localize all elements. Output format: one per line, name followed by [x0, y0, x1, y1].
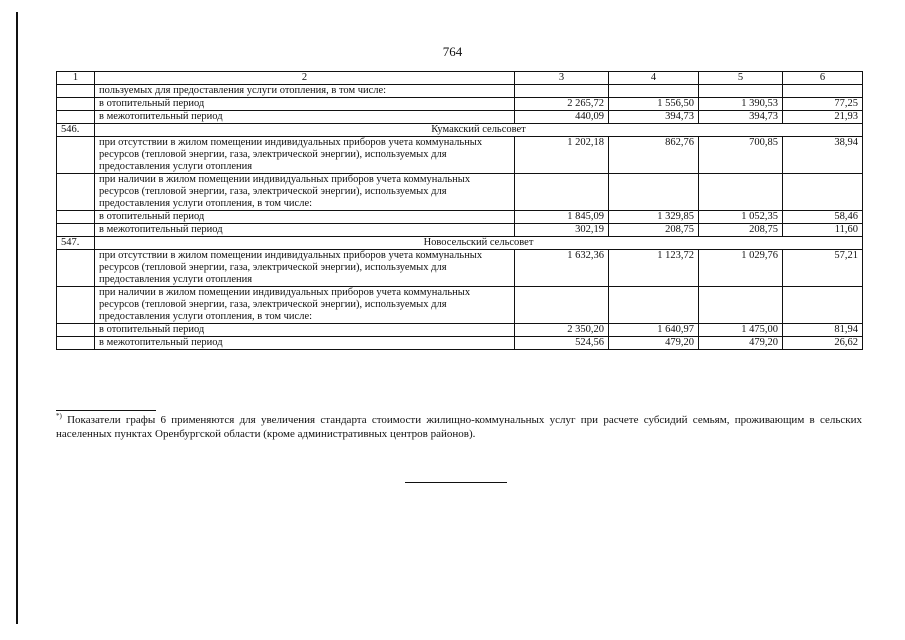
row-number	[57, 250, 95, 287]
table-row	[57, 224, 863, 237]
table-row	[57, 98, 863, 111]
header-cell: 6	[783, 72, 863, 85]
value-cell: 862,76	[609, 137, 699, 174]
row-description: при отсутствии в жилом помещении индивидуальных приборов учета коммунальных ресурсов (тепловой энергии, газа, электрической энергии), используемых для предоставления услуги отопления	[95, 250, 515, 287]
value-cell: 1 329,85	[609, 211, 699, 224]
value-cell: 1 123,72	[609, 250, 699, 287]
value-cell	[609, 287, 699, 324]
value-cell: 57,21	[783, 250, 863, 287]
value-cell: 1 845,09	[515, 211, 609, 224]
value-cell: 58,46	[783, 211, 863, 224]
value-cell: 1 202,18	[515, 137, 609, 174]
value-cell: 208,75	[609, 224, 699, 237]
page-number: 764	[442, 44, 463, 59]
row-description: в межотопительный период	[95, 111, 515, 124]
table-row	[57, 250, 863, 287]
footnote-marker: *)	[56, 412, 62, 420]
value-cell	[515, 85, 609, 98]
value-cell: 1 556,50	[609, 98, 699, 111]
header-cell: 5	[699, 72, 783, 85]
table-row	[57, 137, 863, 174]
row-number	[57, 324, 95, 337]
row-description: в межотопительный период	[95, 224, 515, 237]
row-description: при наличии в жилом помещении индивидуальных приборов учета коммунальных ресурсов (тепловой энергии, газа, электрической энергии), используемых для предоставления услуги отопления, в том числе:	[95, 287, 515, 324]
value-cell: 208,75	[699, 224, 783, 237]
row-number	[57, 337, 95, 350]
footnote-text: Показатели графы 6 применяются для увеличения стандарта стоимости жилищно-коммунальных услуг при расчете субсидий семьям, проживающим в сельских населенных пунктах Оренбургской области (кроме административных центров районов).	[56, 414, 863, 440]
row-description: в отопительный период	[95, 324, 515, 337]
value-cell	[699, 174, 783, 211]
row-number: 547.	[57, 237, 95, 250]
value-cell: 77,25	[783, 98, 863, 111]
section-title: Кумакский сельсовет	[95, 124, 863, 137]
row-description: при наличии в жилом помещении индивидуальных приборов учета коммунальных ресурсов (тепловой энергии, газа, электрической энергии), используемых для предоставления услуги отопления, в том числе:	[95, 174, 515, 211]
row-description: в отопительный период	[95, 211, 515, 224]
value-cell: 81,94	[783, 324, 863, 337]
value-cell	[609, 85, 699, 98]
value-cell: 1 029,76	[699, 250, 783, 287]
table-row	[57, 287, 863, 324]
section-row	[57, 237, 863, 250]
row-description: в отопительный период	[95, 98, 515, 111]
value-cell: 38,94	[783, 137, 863, 174]
row-number	[57, 137, 95, 174]
value-cell: 1 632,36	[515, 250, 609, 287]
end-separator	[405, 482, 507, 483]
value-cell	[783, 174, 863, 211]
table-row	[57, 111, 863, 124]
value-cell: 1 052,35	[699, 211, 783, 224]
value-cell	[699, 287, 783, 324]
row-number	[57, 287, 95, 324]
value-cell	[515, 287, 609, 324]
value-cell: 1 475,00	[699, 324, 783, 337]
value-cell: 26,62	[783, 337, 863, 350]
value-cell: 479,20	[699, 337, 783, 350]
tariff-table	[56, 71, 863, 350]
header-cell: 3	[515, 72, 609, 85]
value-cell: 2 265,72	[515, 98, 609, 111]
binding-line	[16, 12, 18, 624]
value-cell: 11,60	[783, 224, 863, 237]
header-cell: 2	[95, 72, 515, 85]
table-body	[57, 72, 863, 350]
value-cell: 302,19	[515, 224, 609, 237]
row-number	[57, 98, 95, 111]
table-row	[57, 85, 863, 98]
value-cell: 394,73	[609, 111, 699, 124]
row-number	[57, 211, 95, 224]
value-cell: 21,93	[783, 111, 863, 124]
row-description: пользуемых для предоставления услуги отопления, в том числе:	[95, 85, 515, 98]
row-number: 546.	[57, 124, 95, 137]
header-row	[57, 72, 863, 85]
row-number	[57, 85, 95, 98]
value-cell: 479,20	[609, 337, 699, 350]
value-cell: 1 640,97	[609, 324, 699, 337]
footnote-separator	[56, 410, 156, 411]
value-cell	[609, 174, 699, 211]
row-description: при отсутствии в жилом помещении индивидуальных приборов учета коммунальных ресурсов (тепловой энергии, газа, электрической энергии), используемых для предоставления услуги отопления	[95, 137, 515, 174]
value-cell	[783, 85, 863, 98]
value-cell	[515, 174, 609, 211]
value-cell: 394,73	[699, 111, 783, 124]
row-number	[57, 174, 95, 211]
header-cell: 4	[609, 72, 699, 85]
value-cell	[783, 287, 863, 324]
row-number	[57, 111, 95, 124]
value-cell: 2 350,20	[515, 324, 609, 337]
value-cell: 700,85	[699, 137, 783, 174]
header-cell: 1	[57, 72, 95, 85]
table-row	[57, 174, 863, 211]
value-cell: 440,09	[515, 111, 609, 124]
table-row	[57, 324, 863, 337]
value-cell	[699, 85, 783, 98]
section-row	[57, 124, 863, 137]
section-title: Новосельский сельсовет	[95, 237, 863, 250]
table-row	[57, 337, 863, 350]
row-number	[57, 224, 95, 237]
value-cell: 1 390,53	[699, 98, 783, 111]
row-description: в межотопительный период	[95, 337, 515, 350]
value-cell: 524,56	[515, 337, 609, 350]
footnote	[56, 413, 862, 441]
table-row	[57, 211, 863, 224]
